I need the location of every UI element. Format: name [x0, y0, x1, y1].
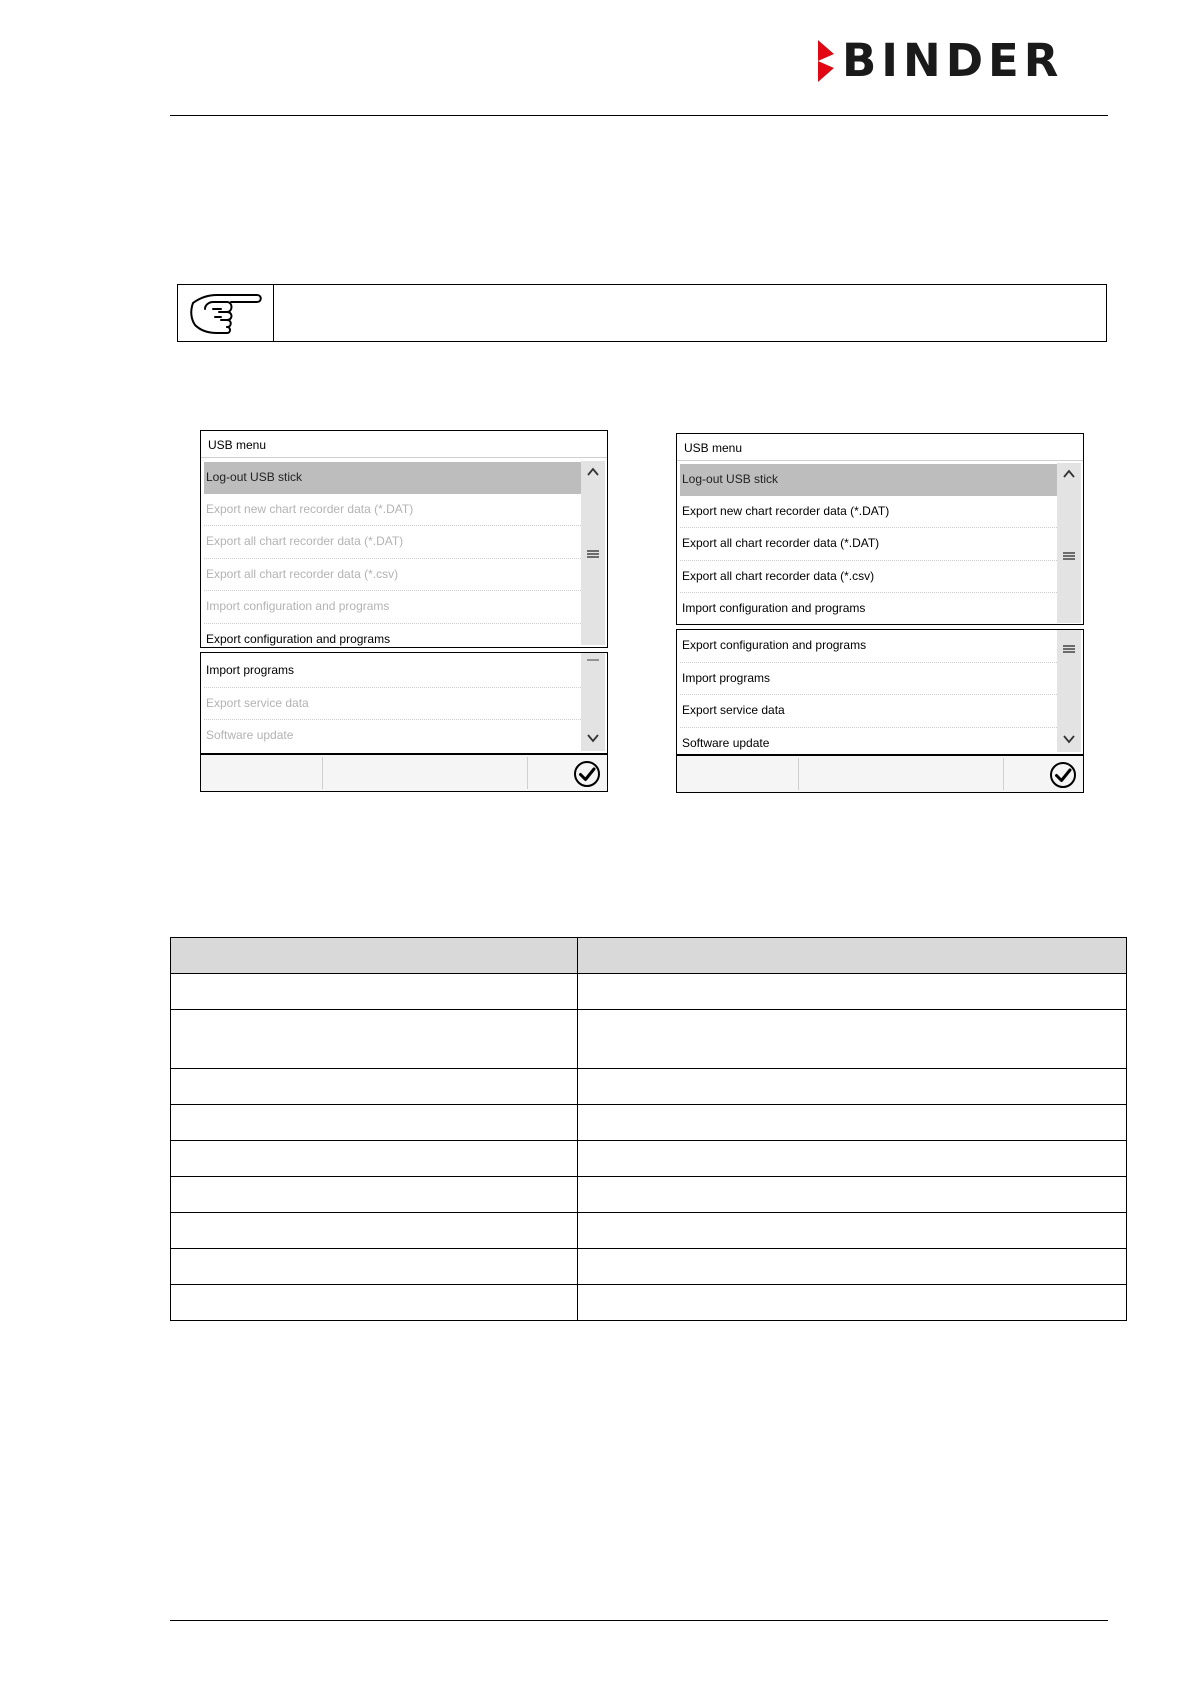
menu-list-top: [680, 464, 1057, 625]
binder-arrow-logo-icon: [818, 40, 834, 82]
table-header-cell: [578, 938, 1127, 974]
menu-item-export-config[interactable]: Export configuration and programs: [680, 630, 1057, 663]
confirm-check-icon[interactable]: [1049, 761, 1077, 794]
menu-item-export-service-data[interactable]: Export service data: [680, 695, 1057, 728]
table-cell: [578, 1105, 1127, 1141]
scroll-up-icon[interactable]: [581, 461, 605, 482]
scrollbar-top[interactable]: [581, 461, 605, 645]
table-cell: [171, 1177, 578, 1213]
table-cell: [578, 1285, 1127, 1321]
table-cell: [578, 1177, 1127, 1213]
menu-list-bottom: [680, 630, 1057, 759]
note-icon-cell: [178, 285, 274, 341]
function-table: [170, 937, 1127, 1321]
table-cell: [171, 1069, 578, 1105]
table-cell: [578, 1069, 1127, 1105]
footer-divider: [1003, 758, 1004, 790]
table-cell: [171, 1249, 578, 1285]
usb-menu-panel-bottom: [676, 629, 1084, 755]
scroll-down-icon[interactable]: [1057, 732, 1081, 749]
menu-item-import-config: Import configuration and programs: [204, 591, 581, 624]
note-box: [177, 284, 1107, 342]
usb-menu-footer: [676, 755, 1084, 793]
brand-name: BINDER: [842, 34, 1064, 87]
menu-item-export-all-chart-csv: Export all chart recorder data (*.csv): [204, 559, 581, 592]
usb-menu-footer: [200, 754, 608, 792]
usb-menu-screen-1: [200, 430, 608, 792]
menu-item-export-service-data: Export service data: [204, 688, 581, 721]
usb-menu-title: USB menu: [201, 431, 607, 458]
usb-menu-panel-bottom: [200, 652, 608, 754]
table-row: [171, 1105, 1127, 1141]
table-row: [171, 1141, 1127, 1177]
scrollbar-bottom[interactable]: [581, 653, 605, 751]
table-row: [171, 1177, 1127, 1213]
footer-rule: [170, 1620, 1108, 1621]
table-row: [171, 1069, 1127, 1105]
table-cell: [578, 1249, 1127, 1285]
table-row: [171, 1249, 1127, 1285]
menu-item-import-programs[interactable]: Import programs: [204, 655, 581, 688]
table-cell: [578, 1141, 1127, 1177]
scrollbar-bottom[interactable]: [1057, 630, 1081, 752]
scroll-down-icon[interactable]: [581, 731, 605, 748]
table-cell: [171, 1010, 578, 1069]
table-row: [171, 1213, 1127, 1249]
menu-item-export-config[interactable]: Export configuration and programs: [206, 631, 391, 646]
pointing-hand-icon: [187, 289, 265, 337]
footer-divider: [322, 757, 323, 789]
table-cell: [578, 974, 1127, 1010]
binder-logo: [818, 34, 1064, 87]
table-cell: [171, 1141, 578, 1177]
table-cell: [171, 974, 578, 1010]
table-header-cell: [171, 938, 578, 974]
footer-divider: [798, 758, 799, 790]
table-row: [171, 974, 1127, 1010]
scroll-handle-icon[interactable]: [1057, 549, 1081, 565]
table-row: [171, 1010, 1127, 1069]
footer-divider: [527, 757, 528, 789]
table-cell: [171, 1105, 578, 1141]
menu-item-import-programs[interactable]: Import programs: [680, 663, 1057, 696]
usb-menu-screen-2: [676, 433, 1084, 795]
scroll-handle-icon[interactable]: [581, 651, 605, 667]
table-row: [171, 1285, 1127, 1321]
menu-item-logout-usb[interactable]: Log-out USB stick: [204, 462, 581, 494]
table-cell: [171, 1213, 578, 1249]
menu-item-export-new-chart-dat[interactable]: Export new chart recorder data (*.DAT): [680, 496, 1057, 529]
menu-item-export-new-chart-dat: Export new chart recorder data (*.DAT): [204, 494, 581, 527]
scroll-handle-icon[interactable]: [1057, 642, 1081, 658]
usb-menu-title: USB menu: [677, 434, 1083, 461]
usb-menu-panel-top: [200, 430, 608, 648]
table-cell: [578, 1010, 1127, 1069]
menu-list-bottom: [204, 655, 581, 752]
table-header-row: [171, 938, 1127, 974]
menu-item-export-all-chart-dat[interactable]: Export all chart recorder data (*.DAT): [680, 528, 1057, 561]
scroll-handle-icon[interactable]: [581, 547, 605, 563]
menu-item-software-update: Software update: [206, 728, 294, 742]
header-rule: [170, 115, 1108, 116]
confirm-check-icon[interactable]: [573, 760, 601, 793]
menu-item-software-update[interactable]: Software update: [682, 735, 770, 750]
menu-item-import-config[interactable]: Import configuration and programs: [682, 601, 866, 615]
scroll-up-icon[interactable]: [1057, 463, 1081, 484]
table-cell: [578, 1213, 1127, 1249]
menu-item-export-all-chart-dat: Export all chart recorder data (*.DAT): [204, 526, 581, 559]
table-cell: [171, 1285, 578, 1321]
usb-menu-panel-top: [676, 433, 1084, 625]
menu-item-export-all-chart-csv[interactable]: Export all chart recorder data (*.csv): [680, 561, 1057, 594]
menu-list-top: [204, 462, 581, 655]
menu-item-logout-usb[interactable]: Log-out USB stick: [680, 464, 1057, 496]
scrollbar-top[interactable]: [1057, 463, 1081, 623]
